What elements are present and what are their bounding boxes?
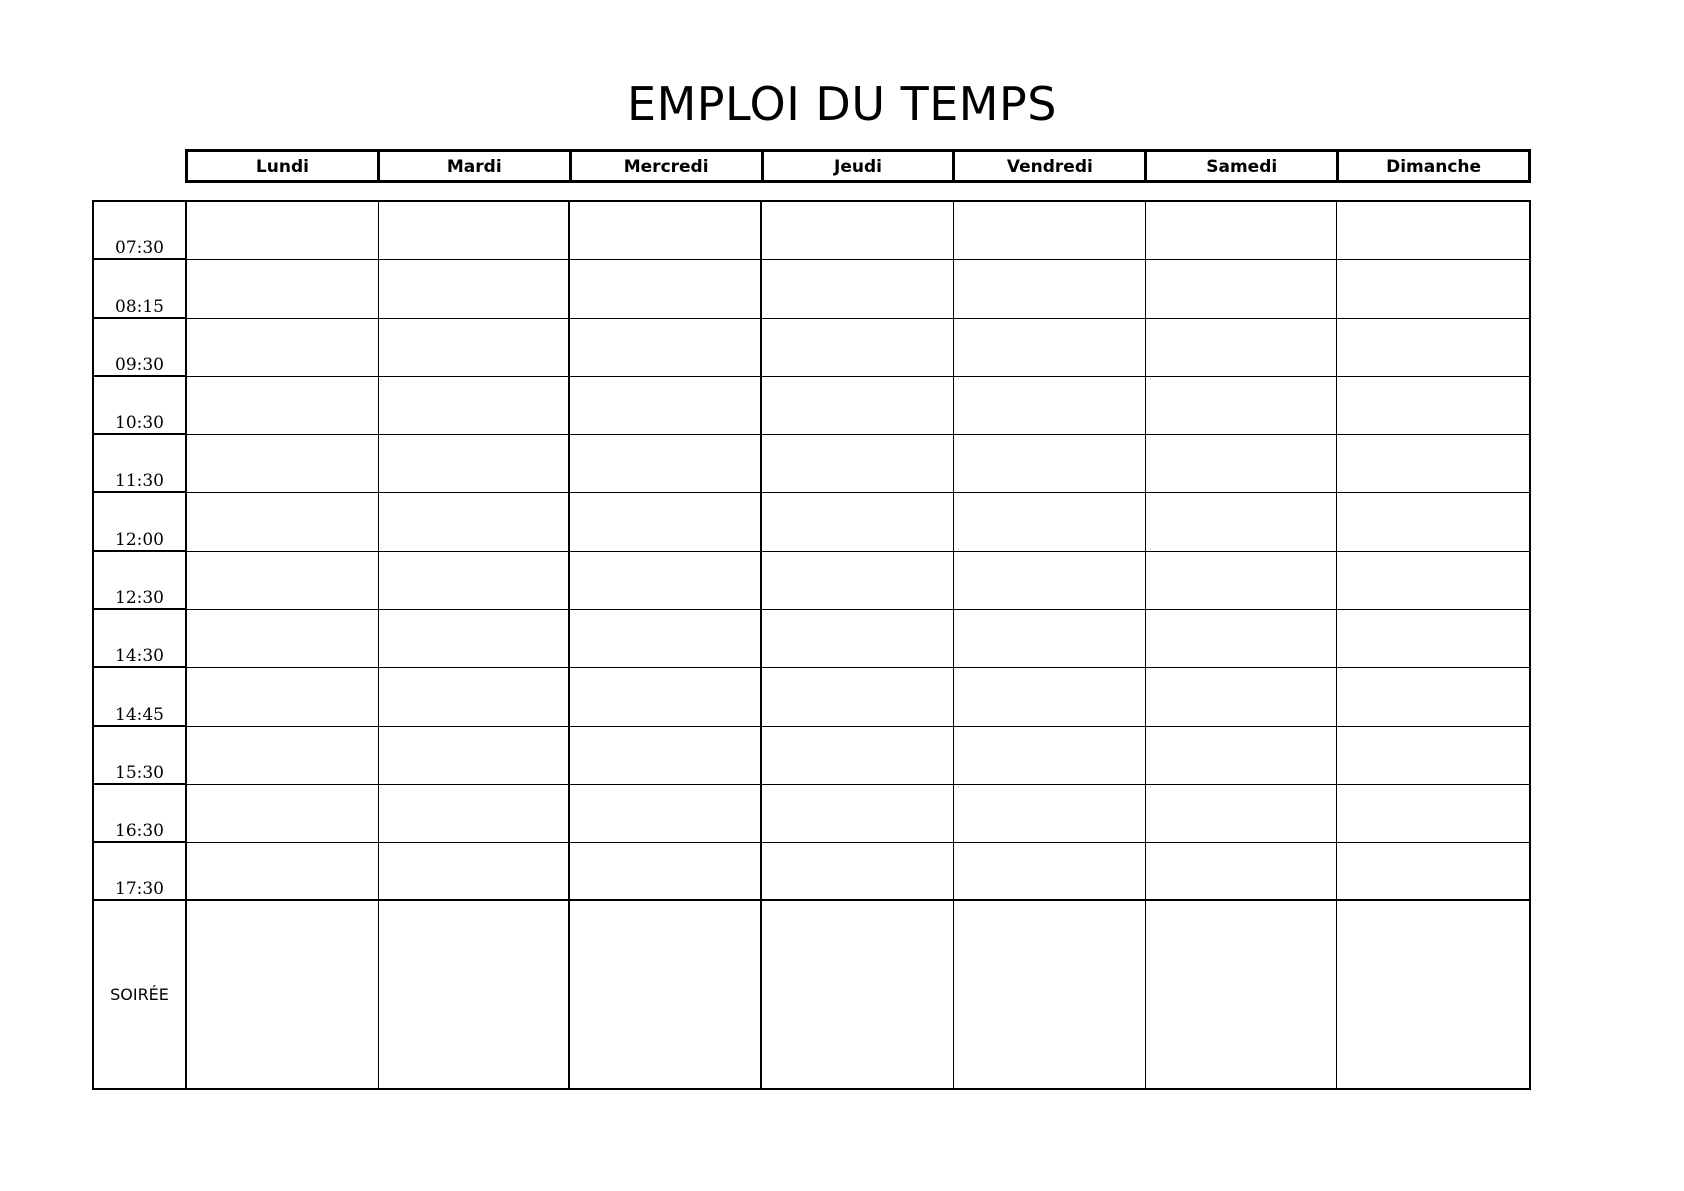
day-header-vendredi: Vendredi	[955, 152, 1147, 180]
evening-slot-cell[interactable]	[1337, 901, 1529, 1088]
schedule-slot-cell[interactable]	[187, 260, 379, 318]
schedule-slot-cell[interactable]	[570, 202, 762, 260]
schedule-slot-cell[interactable]	[954, 668, 1146, 726]
evening-slot-cell[interactable]	[954, 901, 1146, 1088]
schedule-slot-cell[interactable]	[379, 435, 571, 493]
day-header-lundi: Lundi	[188, 152, 380, 180]
time-label: 17:30	[115, 879, 164, 900]
schedule-slot-cell[interactable]	[954, 727, 1146, 785]
schedule-slot-cell[interactable]	[379, 319, 571, 377]
time-label: 14:45	[115, 704, 164, 725]
day-header-jeudi: Jeudi	[764, 152, 956, 180]
schedule-slot-cell[interactable]	[762, 552, 954, 610]
schedule-slot-cell[interactable]	[1146, 319, 1338, 377]
time-slot-label-cell	[94, 435, 187, 493]
day-header-dimanche: Dimanche	[1339, 152, 1531, 180]
time-slot-label-cell	[94, 552, 187, 610]
schedule-slot-cell[interactable]	[954, 377, 1146, 435]
schedule-slot-cell[interactable]	[379, 668, 571, 726]
schedule-slot-cell[interactable]	[1337, 785, 1529, 843]
schedule-slot-cell[interactable]	[1146, 785, 1338, 843]
evening-slot-cell[interactable]	[379, 901, 571, 1088]
schedule-slot-cell[interactable]	[570, 785, 762, 843]
schedule-slot-cell[interactable]	[762, 377, 954, 435]
schedule-slot-cell[interactable]	[187, 202, 379, 260]
schedule-slot-cell[interactable]	[1337, 493, 1529, 551]
schedule-slot-cell[interactable]	[1146, 610, 1338, 668]
schedule-slot-cell[interactable]	[762, 319, 954, 377]
schedule-slot-cell[interactable]	[187, 493, 379, 551]
schedule-slot-cell[interactable]	[1337, 377, 1529, 435]
schedule-slot-cell[interactable]	[187, 610, 379, 668]
schedule-slot-cell[interactable]	[379, 377, 571, 435]
schedule-slot-cell[interactable]	[570, 552, 762, 610]
evening-slot-cell[interactable]	[1146, 901, 1338, 1088]
schedule-slot-cell[interactable]	[762, 260, 954, 318]
schedule-slot-cell[interactable]	[954, 843, 1146, 901]
schedule-slot-cell[interactable]	[570, 319, 762, 377]
day-header-samedi: Samedi	[1147, 152, 1339, 180]
schedule-slot-cell[interactable]	[1146, 493, 1338, 551]
schedule-slot-cell[interactable]	[187, 377, 379, 435]
schedule-slot-cell[interactable]	[379, 202, 571, 260]
schedule-slot-cell[interactable]	[1337, 260, 1529, 318]
day-header-mardi: Mardi	[380, 152, 572, 180]
time-slot-label-cell	[94, 319, 187, 377]
time-label: 12:00	[115, 529, 164, 550]
schedule-slot-cell[interactable]	[570, 668, 762, 726]
schedule-slot-cell[interactable]	[570, 610, 762, 668]
schedule-slot-cell[interactable]	[954, 319, 1146, 377]
schedule-slot-cell[interactable]	[379, 727, 571, 785]
time-label: 15:30	[115, 762, 164, 783]
schedule-slot-cell[interactable]	[570, 435, 762, 493]
schedule-slot-cell[interactable]	[570, 493, 762, 551]
schedule-slot-cell[interactable]	[1337, 610, 1529, 668]
schedule-slot-cell[interactable]	[1337, 202, 1529, 260]
evening-slot-cell[interactable]	[187, 901, 379, 1088]
time-slot-label-cell	[94, 727, 187, 785]
schedule-slot-cell[interactable]	[762, 202, 954, 260]
schedule-slot-cell[interactable]	[379, 260, 571, 318]
time-slot-label-cell	[94, 668, 187, 726]
time-label: 14:30	[115, 646, 164, 667]
schedule-slot-cell[interactable]	[187, 727, 379, 785]
time-slot-label-cell	[94, 260, 187, 318]
evening-label: SOIRÉE	[110, 984, 169, 1004]
time-label: 11:30	[115, 471, 164, 492]
schedule-slot-cell[interactable]	[379, 552, 571, 610]
schedule-slot-cell[interactable]	[954, 493, 1146, 551]
time-slot-label-cell	[94, 843, 187, 901]
schedule-slot-cell[interactable]	[379, 610, 571, 668]
time-slot-label-cell	[94, 377, 187, 435]
time-label: 10:30	[115, 413, 164, 434]
schedule-slot-cell[interactable]	[1146, 843, 1338, 901]
schedule-slot-cell[interactable]	[1337, 435, 1529, 493]
schedule-slot-cell[interactable]	[954, 610, 1146, 668]
schedule-slot-cell[interactable]	[1337, 552, 1529, 610]
schedule-slot-cell[interactable]	[762, 727, 954, 785]
time-slot-label-cell	[94, 493, 187, 551]
schedule-slot-cell[interactable]	[762, 493, 954, 551]
schedule-slot-cell[interactable]	[762, 435, 954, 493]
schedule-slot-cell[interactable]	[762, 843, 954, 901]
time-slot-label-cell	[94, 785, 187, 843]
day-header-row	[185, 149, 1531, 183]
schedule-slot-cell[interactable]	[762, 610, 954, 668]
schedule-slot-cell[interactable]	[187, 319, 379, 377]
schedule-slot-cell[interactable]	[1337, 843, 1529, 901]
schedule-slot-cell[interactable]	[187, 785, 379, 843]
schedule-slot-cell[interactable]	[1146, 552, 1338, 610]
schedule-slot-cell[interactable]	[954, 202, 1146, 260]
schedule-slot-cell[interactable]	[762, 668, 954, 726]
schedule-slot-cell[interactable]	[187, 843, 379, 901]
schedule-slot-cell[interactable]	[954, 552, 1146, 610]
schedule-slot-cell[interactable]	[570, 377, 762, 435]
schedule-slot-cell[interactable]	[762, 785, 954, 843]
schedule-slot-cell[interactable]	[187, 552, 379, 610]
schedule-slot-cell[interactable]	[1337, 727, 1529, 785]
schedule-slot-cell[interactable]	[1146, 668, 1338, 726]
day-header-mercredi: Mercredi	[572, 152, 764, 180]
schedule-slot-cell[interactable]	[1146, 435, 1338, 493]
schedule-slot-cell[interactable]	[954, 260, 1146, 318]
schedule-slot-cell[interactable]	[187, 668, 379, 726]
schedule-slot-cell[interactable]	[379, 493, 571, 551]
schedule-slot-cell[interactable]	[187, 435, 379, 493]
evening-row-label-cell	[94, 901, 187, 1088]
time-slot-label-cell	[94, 202, 187, 260]
schedule-slot-cell[interactable]	[1146, 727, 1338, 785]
time-label: 08:15	[115, 296, 164, 317]
schedule-slot-cell[interactable]	[570, 260, 762, 318]
schedule-slot-cell[interactable]	[570, 727, 762, 785]
schedule-slot-cell[interactable]	[1146, 260, 1338, 318]
schedule-slot-cell[interactable]	[1146, 202, 1338, 260]
page-title: EMPLOI DU TEMPS	[627, 77, 1057, 131]
time-slot-label-cell	[94, 610, 187, 668]
schedule-slot-cell[interactable]	[379, 843, 571, 901]
time-label: 09:30	[115, 354, 164, 375]
schedule-slot-cell[interactable]	[954, 435, 1146, 493]
schedule-slot-cell[interactable]	[1337, 319, 1529, 377]
evening-slot-cell[interactable]	[762, 901, 954, 1088]
time-label: 07:30	[115, 238, 164, 259]
schedule-slot-cell[interactable]	[1146, 377, 1338, 435]
evening-slot-cell[interactable]	[570, 901, 762, 1088]
schedule-grid	[92, 200, 1531, 1090]
schedule-slot-cell[interactable]	[570, 843, 762, 901]
schedule-slot-cell[interactable]	[379, 785, 571, 843]
schedule-slot-cell[interactable]	[1337, 668, 1529, 726]
time-label: 12:30	[115, 588, 164, 609]
schedule-slot-cell[interactable]	[954, 785, 1146, 843]
time-label: 16:30	[115, 821, 164, 842]
